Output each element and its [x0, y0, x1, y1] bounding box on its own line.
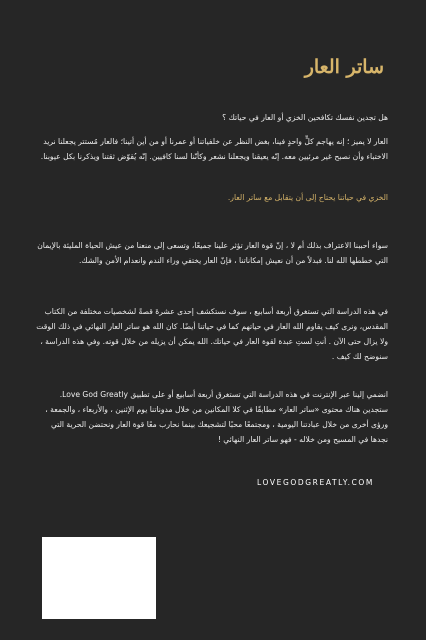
paragraph-shame-description: العار لا يميز ؛ إنه يهاجم كلٍّ واحدٍ فينا، بغض النظر عن خلفياتنا أو عمرنا أو من أين أتينا؛ فالعار مُستتر يجعلنا نريد الاختباء وأن نصبح غير مرئيين معه. إنّه يعيقنا ويجعلنا نشعر وكأنّنا لسنا كافيين. إنّه يُقوّض ثقتنا ويذكرنا بكل عيوبنا. [40, 137, 388, 161]
highlight-statement: الخزي في حياتنا يحتاج إلى أن يتقابل مع ساتر العار. [227, 193, 388, 202]
cover-title: ساتر العار [304, 56, 384, 78]
intro-question: هل تجدين نفسك تكافحين الخزي أو العار في حياتك ؟ [222, 113, 388, 122]
website-url: LOVEGODGREATLY.COM [257, 478, 374, 487]
paragraph-study-overview: في هذه الدراسة التي تستغرق أربعة أسابيع ، سوف نستكشف إحدى عشرةَ قصةً لشخصيات مختلفة من الكتاب المقدس، ونرى كيف يقاوم الله العار في حياتهم كما في حياتنا أيضًا. كان الله هو ساتر العار النهائي في ذلك الوقت ولا يزال حتى الآن . أنتِ لستِ عبدة لقوة العار في حياتك. الله يمكن أن يزيله من خلال قوته. وفي هذه الدراسة ، سنوضح لك كيف . [36, 307, 388, 361]
paragraph-join-online: انضمي إلينا عبر الإنترنت في هذه الدراسة التي تستغرق أربعة أسابيع أو على تطبيق Love God Greatly. ستجدين هناك محتوى «ساتر العار» مطابقًا في كلا المكانين من خلال مدوناتنا يوم الإثنين ، والأربعاء ، والجمعة ، ورؤى أخرى من خلال عبادتنا اليومية ، ومجتمعًا محبًا لتشجيعك بينما نحارب معًا قوة العار ونحتضن الحرية التي نجدها في المسيح ومن خلاله - فهو ساتر العار النهائي ! [45, 390, 388, 444]
paragraph-power-of-shame: سواء أحببنا الاعتراف بذلك أم لا ، إنّ قوة العار تؤثر علينا جميعًا، وتسعى إلى منعنا من عيش الحياة المليئة بالإيمان التي خططها الله لنا. فبدلاً من أن نعيش إمكاناتنا ، فإنّ العار يختفي وراء الندم وانعدام الأمن والشك. [37, 241, 388, 265]
barcode-placeholder [42, 537, 156, 619]
